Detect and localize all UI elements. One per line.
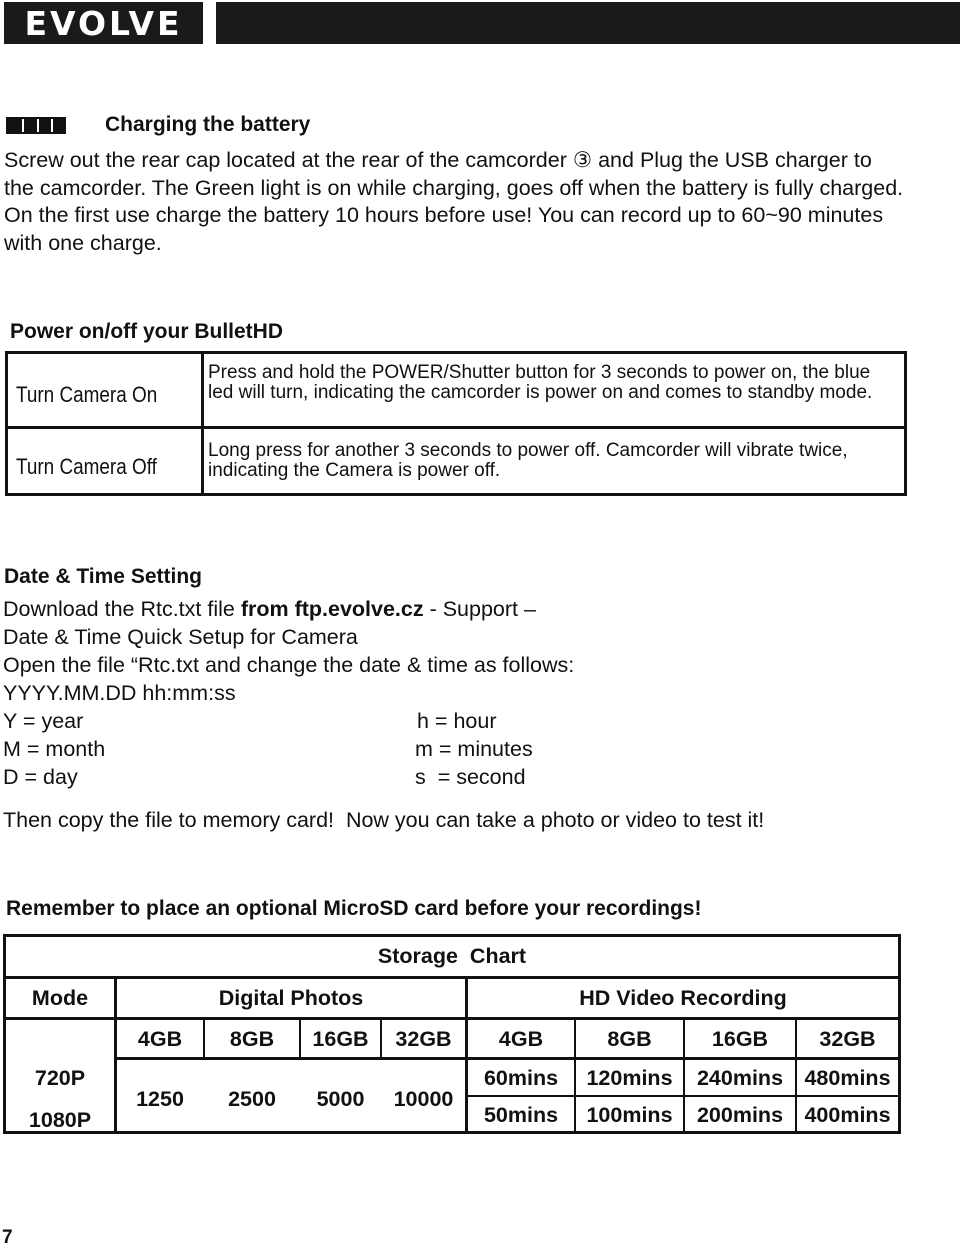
table-divider xyxy=(201,354,204,493)
video-720p-16gb: 240mins xyxy=(696,1066,784,1090)
photo-size-4gb: 4GB xyxy=(137,1027,183,1051)
video-size-8gb: 8GB xyxy=(607,1027,652,1051)
table-divider xyxy=(114,1057,898,1060)
microsd-reminder: Remember to place an optional MicroSD card before your recordings! xyxy=(6,897,702,920)
download-text: Download the Rtc.txt file xyxy=(3,597,241,621)
legend-month: M = month xyxy=(3,737,106,761)
photo-count-16gb: 5000 xyxy=(316,1087,365,1111)
header-bar xyxy=(216,2,960,44)
video-1080p-8gb: 100mins xyxy=(586,1103,673,1127)
turn-off-label: Turn Camera Off xyxy=(16,454,157,479)
datetime-instructions-line: Open the file “Rtc.txt and change the date & time as follows: xyxy=(3,653,575,677)
charging-paragraph: Screw out the rear cap located at the rear of the camcorder ③ and Plug the USB charger to the camcorder. The Green light is on while charging, goes off when the battery is fully charged. On the first use charge the battery 10 hours before use! You can record up to 60~90 minutes with one charge. xyxy=(4,148,904,255)
power-table xyxy=(5,351,907,496)
turn-on-description: Press and hold the POWER/Shutter button for 3 seconds to power on, the blue led will turn, indicating the camcorder is power on and comes to standby mode. xyxy=(208,362,873,403)
video-720p-8gb: 120mins xyxy=(586,1066,673,1090)
power-heading: Power on/off your BulletHD xyxy=(10,320,283,343)
legend-minutes: m = minutes xyxy=(415,737,533,761)
legend-day: D = day xyxy=(3,765,78,789)
mode-720p: 720P xyxy=(34,1066,86,1090)
battery-icon xyxy=(6,117,66,134)
video-720p-4gb: 60mins xyxy=(483,1066,559,1090)
page-number: 7 xyxy=(2,1227,13,1248)
video-size-16gb: 16GB xyxy=(711,1027,769,1051)
storage-chart-title: Storage Chart xyxy=(377,944,527,968)
then-copy-text: Then copy the file to memory card! Now you can take a photo or video to test it! xyxy=(3,808,765,832)
storage-chart-table xyxy=(3,934,901,1134)
video-size-32gb: 32GB xyxy=(819,1027,876,1051)
datetime-download-line xyxy=(3,595,536,623)
photo-count-8gb: 2500 xyxy=(228,1087,276,1111)
table-divider xyxy=(8,426,904,429)
photo-size-32gb: 32GB xyxy=(395,1027,452,1051)
datetime-format-line: YYYY.MM.DD hh:mm:ss xyxy=(3,681,236,705)
legend-hour: h = hour xyxy=(417,709,497,733)
table-divider xyxy=(6,1017,898,1020)
hd-video-header: HD Video Recording xyxy=(579,986,787,1010)
photo-count-32gb: 10000 xyxy=(393,1087,454,1111)
photo-size-8gb: 8GB xyxy=(229,1027,275,1051)
photo-count-4gb: 1250 xyxy=(136,1087,184,1111)
mode-header: Mode xyxy=(31,986,89,1010)
digital-photos-header: Digital Photos xyxy=(218,986,364,1010)
legend-second: s = second xyxy=(415,765,526,789)
turn-off-description: Long press for another 3 seconds to power off. Camcorder will vibrate twice, indicating the Camera is power off. xyxy=(208,440,848,481)
video-1080p-32gb: 400mins xyxy=(804,1103,891,1127)
mode-1080p: 1080P xyxy=(28,1108,92,1132)
datetime-setup-line: Date & Time Quick Setup for Camera xyxy=(3,625,358,649)
video-size-4gb: 4GB xyxy=(498,1027,544,1051)
video-1080p-16gb: 200mins xyxy=(696,1103,784,1127)
legend-year: Y = year xyxy=(3,709,84,733)
ftp-link[interactable]: from ftp.evolve.cz xyxy=(240,597,424,621)
brand-logo xyxy=(4,2,203,44)
support-text: - Support – xyxy=(423,597,536,621)
charging-heading: Charging the battery xyxy=(105,113,311,136)
photo-size-16gb: 16GB xyxy=(312,1027,369,1051)
datetime-heading: Date & Time Setting xyxy=(4,565,202,588)
video-1080p-4gb: 50mins xyxy=(483,1103,559,1127)
brand-name: EVOLVE xyxy=(24,3,183,43)
video-720p-32gb: 480mins xyxy=(804,1066,891,1090)
table-divider xyxy=(6,976,898,979)
turn-on-label: Turn Camera On xyxy=(16,382,158,407)
